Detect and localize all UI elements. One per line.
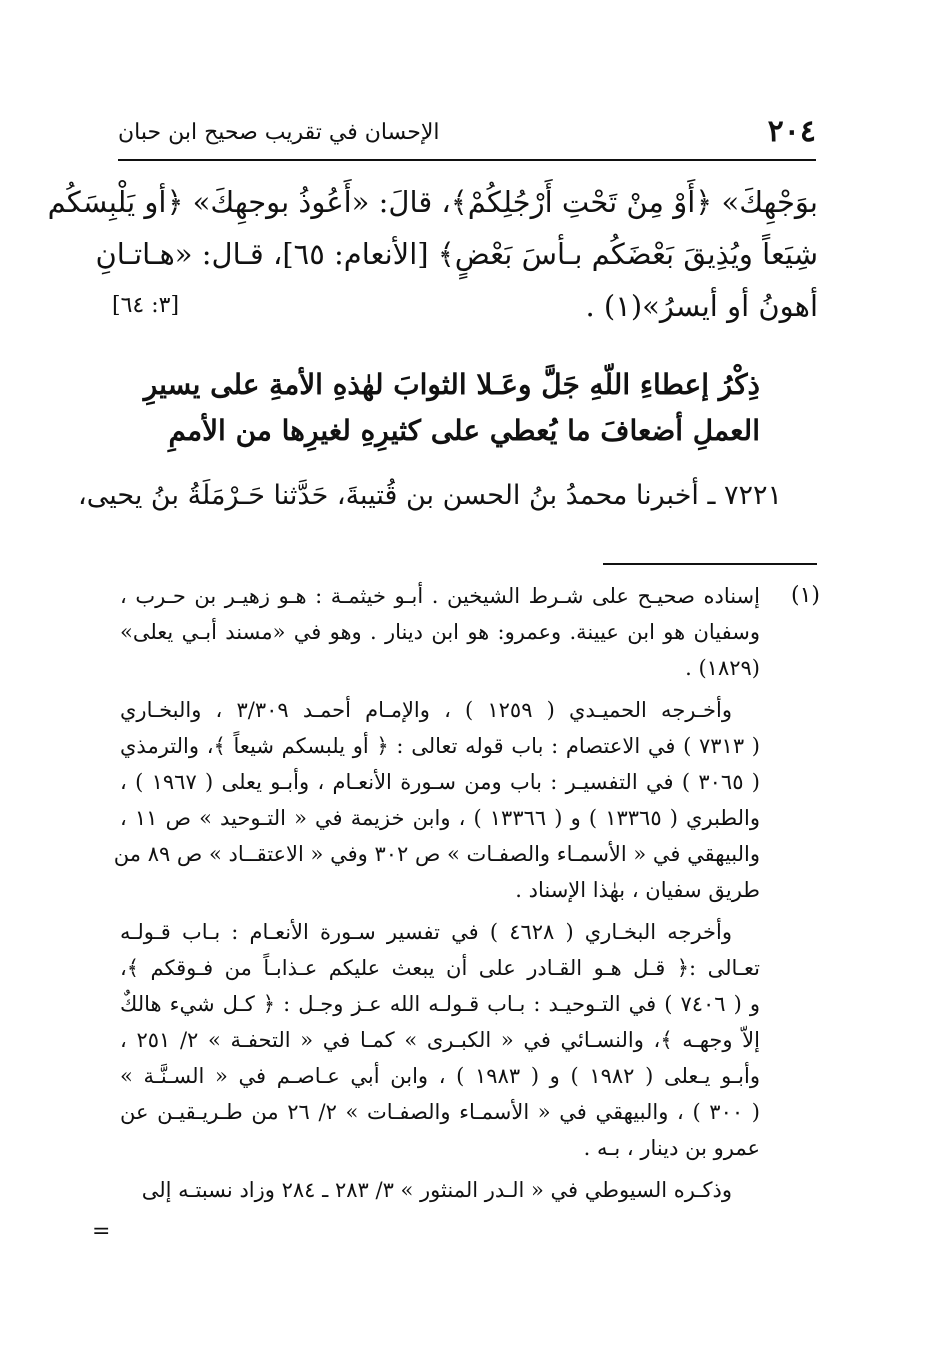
footnote-paragraph: [120, 914, 760, 1166]
footnote-body: [113, 578, 761, 1208]
footnote-separator: [603, 563, 817, 565]
footnote-line: وأخرجه البخـاري ( ٤٦٢٨ ) في تفسير سـورة الأنعـام : بـاب قـولـه: [120, 920, 732, 944]
chapter-heading-line: ذِكْرُ إعطاءِ اللّهِ جَلَّ وعَـلا الثوابَ لهٰذهِ الأمةِ على يسيرِ: [143, 368, 760, 401]
footnote-line: وأبـو يـعلى ( ١٩٨٢ ) و ( ١٩٨٣ ) ، وابن أبي عـاصـم في « السـنَّـة »: [120, 1064, 761, 1088]
running-title: الإحسان في تقريب صحيح ابن حبان: [118, 120, 440, 145]
footnote-paragraph: [113, 692, 761, 908]
footnote-line: ( ٣٠٠ ) ، والبيهقي في « الأسمـاء والصفـات » ٢/ ٢٦ من طـريـقيـن عن: [120, 1100, 760, 1124]
footnote-line: والبيهقي في « الأسمـاء والصفـات » ص ٣٠٢ وفي « الاعتقــاد » ص ٨٩ من: [113, 842, 760, 866]
footnote-line: و ( ٧٤٠٦ ) في التـوحيـد : بـاب قـولـه الله عـز وجـل : ﴿ كـل شيء هالكٌ: [120, 992, 760, 1016]
footnote-paragraph: [120, 578, 760, 686]
source-reference: [٣: ٦٤]: [112, 293, 180, 318]
hadith-text: ٧٢٢١ ـ أخبرنا محمدُ بنُ الحسن بن قُتيبةَ، حَدَّثنا حَـرْمَلَةُ بنُ يحيى،: [78, 480, 782, 511]
footnotes: [113, 578, 820, 1208]
footnote-line: ( ٣٠٦٥ ) في التفسيـر : باب ومن سـورة الأنعـام ، وأبـو يعلى ( ١٩٦٧ ) ،: [120, 770, 760, 794]
footnote-line: تعـالى :﴿ قـل هـو القـادر على أن يبعث عليكم عـذابـاً من فـوقكم ﴾،: [120, 956, 760, 980]
footnote-line: إلاّ وجهـه ﴾، والنسـائي في « الكبـرى » كمـا في « التحفـة » ٢/ ٢٥١ ،: [120, 1028, 760, 1052]
main-text-line-text: أهونُ أو أيسرُ»(١) .: [585, 289, 818, 323]
main-text-line: شِيَعاً ويُذِيقَ بَعْضَكُم بـأسَ بَعْضٍ﴾ [الأنعام: ٦٥]، قـال: «هـاتـانِ: [95, 237, 818, 271]
main-text: [47, 176, 818, 332]
footnote-line: ( ٧٣١٣ ) في الاعتصام : باب قوله تعالى : ﴿ أو يلبسكم شيعاً ﴾، والترمذي: [120, 734, 760, 758]
footnote-line: والطبري ( ١٣٣٦٥ ) و ( ١٣٣٦٦ ) ، وابن خزيمة في « التـوحيد » ص ١١ ،: [120, 806, 761, 830]
footnote-marker: (١): [790, 583, 820, 608]
page-number: ٢٠٤: [767, 114, 816, 149]
main-text-line: بوَجْهِكَ» ﴿أَوْ مِنْ تَحْتِ أَرْجُلِكُمْ﴾، قالَ: «أَعُوذُ بوجهِكَ» ﴿أو يَلْبِسَكُم: [47, 185, 818, 219]
chapter-heading-line: العملِ أضعافَ ما يُعطي على كثيرِهِ لغيرِها من الأممِ: [168, 414, 760, 447]
footnote-line: وسفيان هو ابن عيينة. وعمرو: هو ابن دينار . وهو في «مسند أبـي يعلى»: [120, 620, 760, 644]
header-rule: [118, 159, 816, 161]
main-text-line: [104, 280, 818, 332]
chapter-heading: [143, 362, 760, 454]
continuation-mark: =: [92, 1219, 111, 1244]
footnote-line: (١٨٢٩) .: [685, 656, 760, 680]
footnote-line: وأخـرجه الحميـدي ( ١٢٥٩ ) ، والإمـام أحمـد ٣/٣٠٩ ، والبخـاري: [120, 698, 732, 722]
footnote-line: عمرو بن دينار ، بـه .: [583, 1136, 760, 1160]
footnote-paragraph: [120, 1172, 760, 1208]
footnote-line: طريق سفيان ، بهٰذا الإسناد .: [515, 878, 760, 902]
footnote-line: وذكـره السيوطي في « الـدر المنثور » ٣/ ٢٨٣ ـ ٢٨٤ وزاد نسبتـه إلى: [141, 1178, 732, 1202]
footnote-line: إسناده صحيـح على شـرط الشيخين . أبـو خيثمـة : هـو زهيـر بن حـرب ،: [120, 584, 760, 608]
page-header: [118, 112, 816, 156]
